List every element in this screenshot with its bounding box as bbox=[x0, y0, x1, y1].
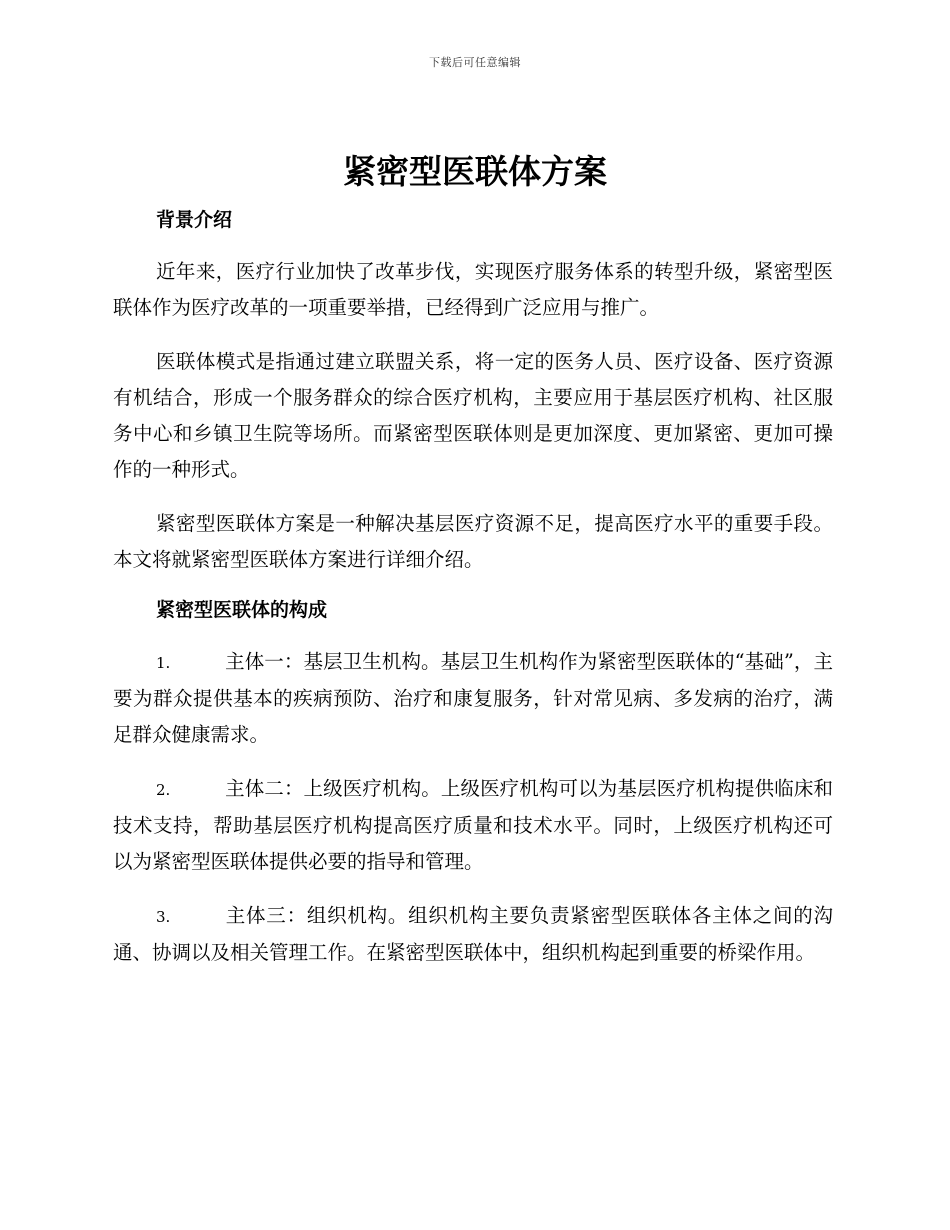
list-item-text: 主体三：组织机构。组织机构主要负责紧密型医联体各主体之间的沟通、协调以及相关管理工作。在紧密型医联体中，组织机构起到重要的桥梁作用。 bbox=[113, 904, 833, 964]
document-title: 紧密型医联体方案 bbox=[343, 152, 607, 191]
document-body bbox=[113, 204, 833, 971]
list-item-number: 1. bbox=[156, 654, 171, 672]
list-item bbox=[113, 644, 833, 753]
list-item-text: 主体一：基层卫生机构。基层卫生机构作为紧密型医联体的“基础”，主要为群众提供基本的疾病预防、治疗和康复服务，针对常见病、多发病的治疗，满足群众健康需求。 bbox=[113, 650, 833, 746]
background-paragraph-3: 紧密型医联体方案是一种解决基层医疗资源不足，提高医疗水平的重要手段。本文将就紧密型医联体方案进行详细介绍。 bbox=[113, 512, 833, 571]
header-note: 下载后可任意编辑 bbox=[429, 56, 521, 69]
list-item-text: 主体二：上级医疗机构。上级医疗机构可以为基层医疗机构提供临床和技术支持，帮助基层医疗机构提高医疗质量和技术水平。同时，上级医疗机构还可以为紧密型医联体提供必要的指导和管理。 bbox=[113, 777, 833, 873]
section-heading-background: 背景介绍 bbox=[156, 209, 233, 231]
list-item-number: 3. bbox=[156, 908, 171, 926]
list-item-number: 2. bbox=[156, 781, 171, 799]
background-paragraph-1: 近年来，医疗行业加快了改革步伐，实现医疗服务体系的转型升级，紧密型医联体作为医疗改革的一项重要举措，已经得到广泛应用与推广。 bbox=[113, 260, 833, 319]
section-heading-composition: 紧密型医联体的构成 bbox=[156, 599, 328, 621]
background-paragraph-2: 医联体模式是指通过建立联盟关系，将一定的医务人员、医疗设备、医疗资源有机结合，形成一个服务群众的综合医疗机构，主要应用于基层医疗机构、社区服务中心和乡镇卫生院等场所。而紧密型医联体则是更加深度、更加紧密、更加可操作的一种形式。 bbox=[113, 350, 833, 481]
list-item bbox=[113, 898, 833, 971]
list-item bbox=[113, 771, 833, 880]
